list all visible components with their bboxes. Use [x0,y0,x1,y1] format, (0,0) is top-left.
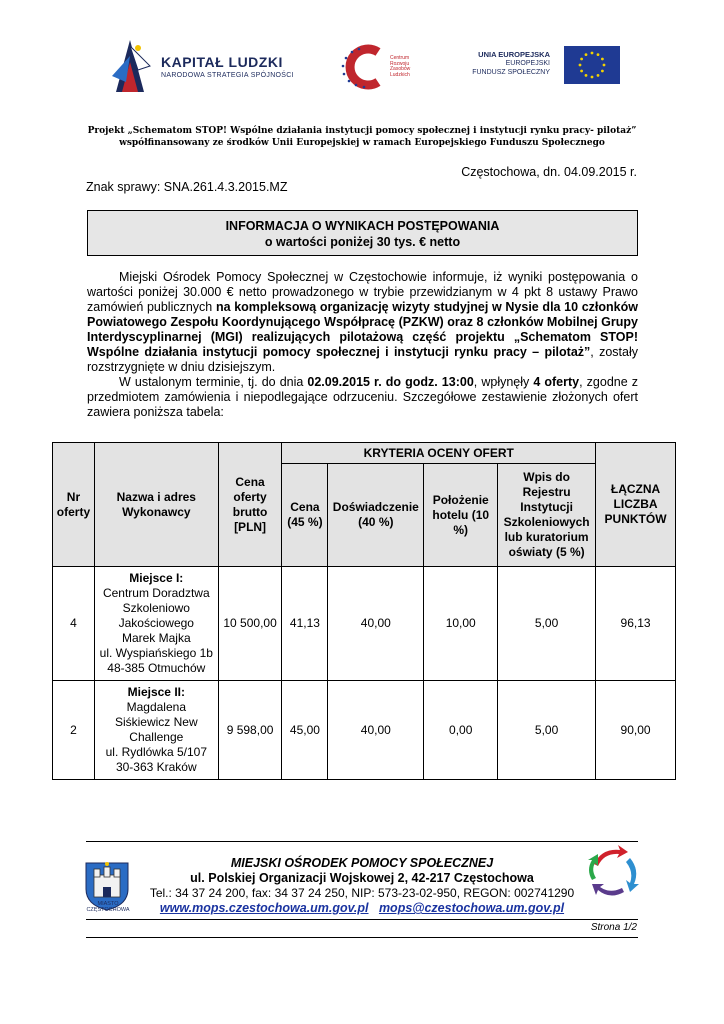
project-title: Projekt „Schematom STOP! Wspólne działania instytucji pomocy społecznej i instytucji rynku pracy- pilotaż” współfinansowany ze środków Unii Europejskiej w ramach Europejskiego Funduszu Społecznego [87,126,637,148]
cell-contractor: Miejsce II: Magdalena Siśkiewicz New Challenge ul. Rydlówka 5/107 30-363 Kraków [94,681,218,780]
crest-label: MIASTO CZĘSTOCHOWA [86,901,130,913]
footer-org: MIEJSKI OŚRODEK POMOCY SPOŁECZNEJ [230,856,494,870]
cell-crit-experience: 40,00 [328,567,424,681]
reference-number: Znak sprawy: SNA.261.4.3.2015.MZ [86,180,288,194]
cell-crit-hotel: 10,00 [424,567,498,681]
header-total: ŁĄCZNA LICZBA PUNKTÓW [596,443,676,567]
cell-total: 90,00 [596,681,676,780]
footer-divider-last [86,937,638,938]
kapital-ludzki-subtitle: NARODOWA STRATEGIA SPÓJNOŚCI [161,72,294,79]
kapital-ludzki-title: KAPITAŁ LUDZKI [161,54,283,70]
footer-info [140,856,584,916]
header-crit-price: Cena (45 %) [282,464,328,567]
cell-crit-register: 5,00 [498,681,596,780]
footer-divider [86,841,638,842]
header-nr: Nr oferty [53,443,95,567]
cell-crit-price: 45,00 [282,681,328,780]
cell-crit-register: 5,00 [498,567,596,681]
footer-links [140,901,584,916]
page-number: Strona 1/2 [590,922,637,933]
header-name: Nazwa i adres Wykonawcy [94,443,218,567]
paragraph-2: W ustalonym terminie, tj. do dnia 02.09.2015 r. do godz. 13:00, wpłynęły 4 oferty, zgodne z przedmiotem zamówienia i niepodlegające odrzuceniu. Szczegółowe zestawienie złożonych ofert zawiera poniższa tabela: [87,375,639,419]
city-date: Częstochowa, dn. 04.09.2015 r. [461,165,637,179]
cell-price: 10 500,00 [218,567,282,681]
crzl-text: Centrum Rozwoju Zasobów Ludzkich [390,55,411,78]
paragraph-1: Miejski Ośrodek Pomocy Społecznej w Częstochowie informuje, iż wyniki postępowania o wartości poniżej 30.000 € netto prowadzonego w trybie przewidzianym w 4 pkt 8 ustawy Prawo zamówień publicznych na kompleksową organizację wizyty studyjnej w Nysie dla 10 członków Powiatowego Zespołu Koordynującego Współpracę (PZKW) oraz 8 członków Mobilnej Grupy Interdyscyplinarnej (MGI) realizujących pilotażową część projektu „Schematom STOP! Wspólne działania instytucji pomocy społecznej i instytucji rynku pracy – pilotaż”, zostały rozstrzygnięte w dniu dzisiejszym. [87,270,638,374]
eu-text: UNIA EUROPEJSKA EUROPEJSKI FUNDUSZ SPOŁECZNY [472,50,550,76]
header-price: Cena oferty brutto [PLN] [218,443,282,567]
cell-nr: 4 [53,567,95,681]
body-text [87,270,638,420]
crzl-emblem-icon [338,44,388,90]
info-heading-box [87,210,638,256]
cell-crit-experience: 40,00 [328,681,424,780]
crzl-logo [338,44,428,90]
cell-crit-hotel: 0,00 [424,681,498,780]
header-criteria: KRYTERIA OCENY OFERT [282,443,596,464]
eu-flag-icon [564,46,620,84]
footer-divider-bottom [86,919,638,920]
table-row [53,567,676,681]
table-row [53,681,676,780]
cell-nr: 2 [53,681,95,780]
cell-crit-price: 41,13 [282,567,328,681]
cell-contractor: Miejsce I: Centrum Doradztwa Szkoleniowo Jakościowego Marek Majka ul. Wyspiańskiego 1b 48-385 Otmuchów [94,567,218,681]
circular-arrows-icon [584,842,642,900]
header-crit-register: Wpis do Rejestru Instytucji Szkoleniowych lub kuratorium oświaty (5 %) [498,464,596,567]
kapital-ludzki-emblem-icon [108,36,156,92]
offers-table [52,442,676,780]
kapital-ludzki-logo [108,36,298,92]
header-crit-experience: Doświadczenie (40 %) [328,464,424,567]
header-logos [108,36,618,96]
website-link[interactable]: www.mops.czestochowa.um.gov.pl [159,901,369,915]
header-crit-hotel: Położenie hotelu (10 %) [424,464,498,567]
footer-address: ul. Polskiej Organizacji Wojskowej 2, 42-217 Częstochowa [190,871,534,885]
email-link[interactable]: mops@czestochowa.um.gov.pl [378,901,565,915]
cell-price: 9 598,00 [218,681,282,780]
info-subheading: o wartości poniżej 30 tys. € netto [264,235,461,249]
info-heading: INFORMACJA O WYNIKACH POSTĘPOWANIA [225,219,500,233]
footer-contact: Tel.: 34 37 24 200, fax: 34 37 24 250, NIP: 573-23-02-950, REGON: 002741290 [149,886,575,900]
eu-logo [470,46,620,92]
cell-total: 96,13 [596,567,676,681]
